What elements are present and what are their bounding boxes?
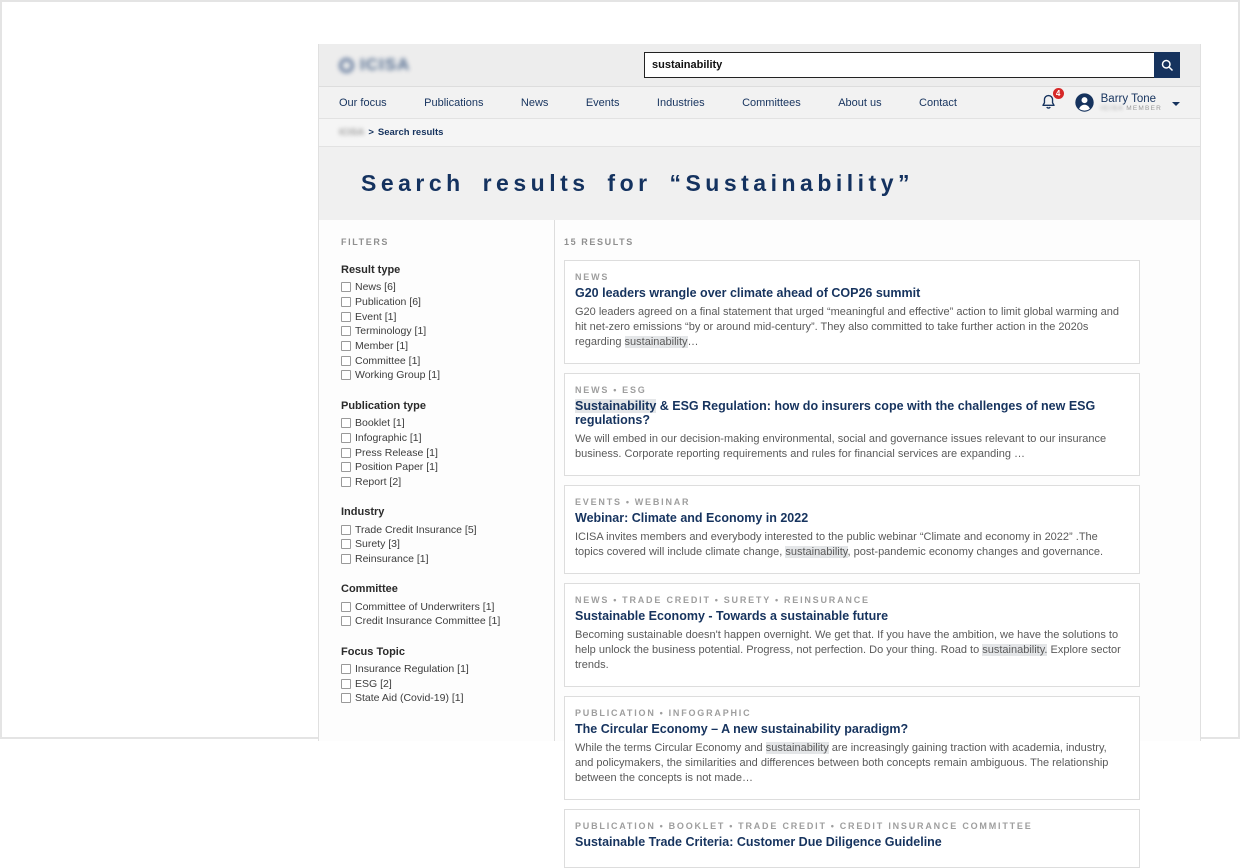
logo-text: ICISA xyxy=(360,55,411,74)
category-separator: • xyxy=(659,708,665,718)
filter-checkbox[interactable] xyxy=(341,297,351,307)
search-result-card[interactable] xyxy=(564,260,1140,364)
nav-item[interactable]: Our focus xyxy=(339,96,387,109)
filter-option-label: Committee [1] xyxy=(355,354,421,367)
filter-option-label: Event [1] xyxy=(355,310,397,323)
filter-checkbox[interactable] xyxy=(341,477,351,487)
text-segment: , post-pandemic economy changes and governance. xyxy=(847,546,1104,558)
result-category: WEBINAR xyxy=(634,497,691,507)
page-title: Search results for “Sustainability” xyxy=(361,170,915,196)
filter-checkbox[interactable] xyxy=(341,418,351,428)
nav-item[interactable]: About us xyxy=(838,96,882,109)
breadcrumb-separator: > xyxy=(368,127,374,138)
filter-checkbox[interactable] xyxy=(341,664,351,674)
filter-option[interactable] xyxy=(341,475,540,490)
text-segment: Explore sector trends. xyxy=(575,644,1121,671)
filter-option-label: Credit Insurance Committee [1] xyxy=(355,615,501,628)
filter-checkbox[interactable] xyxy=(341,356,351,366)
search-term-highlight: sustainability xyxy=(765,742,829,754)
nav-item[interactable]: Industries xyxy=(656,96,705,109)
filter-option-label: Insurance Regulation [1] xyxy=(355,663,469,676)
filter-option[interactable] xyxy=(341,662,540,677)
filter-option[interactable] xyxy=(341,416,540,431)
category-separator: • xyxy=(729,821,735,831)
search-term-highlight: Sustainability xyxy=(575,399,657,413)
filter-checkbox[interactable] xyxy=(341,433,351,443)
filter-option[interactable] xyxy=(341,309,540,324)
filter-option-label: Press Release [1] xyxy=(355,446,438,459)
category-separator: • xyxy=(775,595,780,605)
search-term-highlight: sustainability xyxy=(785,546,848,558)
filter-option-label: State Aid (Covid-19) [1] xyxy=(355,692,464,705)
filter-option[interactable] xyxy=(341,353,540,368)
filter-checkbox[interactable] xyxy=(341,693,351,703)
filter-checkbox[interactable] xyxy=(341,679,351,689)
site-container xyxy=(318,44,1201,849)
category-separator: • xyxy=(714,595,720,605)
result-category: CREDIT INSURANCE COMMITTEE xyxy=(839,821,1033,831)
filter-group xyxy=(341,400,540,489)
filter-option[interactable] xyxy=(341,431,540,446)
result-category: TRADE CREDIT xyxy=(738,821,827,831)
filter-option[interactable] xyxy=(341,280,540,295)
filter-checkbox[interactable] xyxy=(341,341,351,351)
site-header xyxy=(319,44,1200,87)
nav-item[interactable]: Publications xyxy=(424,96,484,109)
filter-option[interactable] xyxy=(341,676,540,691)
filter-option[interactable] xyxy=(341,537,540,552)
category-separator: • xyxy=(830,821,836,831)
text-segment: We will embed in our decision-making environmental, social and governance issues relevant to our insurance business. Corporate reporting requirements and rules for financial services are expanding … xyxy=(575,433,1107,460)
filters-sidebar xyxy=(319,220,555,741)
filter-group-options xyxy=(341,522,540,566)
filter-option-label: Publication [6] xyxy=(355,296,421,309)
filter-option-label: Committee of Underwriters [1] xyxy=(355,600,495,613)
category-separator: • xyxy=(613,385,619,395)
breadcrumb-current: Search results xyxy=(377,127,444,138)
filter-checkbox[interactable] xyxy=(341,602,351,612)
filter-checkbox[interactable] xyxy=(341,525,351,535)
breadcrumb xyxy=(319,119,1200,147)
filter-checkbox[interactable] xyxy=(341,616,351,626)
result-categories xyxy=(575,821,1127,831)
filter-group-options xyxy=(341,280,540,383)
results-column xyxy=(555,220,1200,849)
filter-group-title: Committee xyxy=(341,583,398,596)
result-list xyxy=(564,260,1200,868)
text-segment: & ESG Regulation: how do insurers cope with the challenges of new ESG regulations? xyxy=(575,399,1096,427)
result-category: BOOKLET xyxy=(668,821,726,831)
search-term-highlight: sustainability xyxy=(624,336,688,348)
filter-option[interactable] xyxy=(341,445,540,460)
user-name: Barry Tone xyxy=(1100,92,1157,105)
nav-right-cluster xyxy=(1039,89,1180,113)
result-title-link[interactable] xyxy=(575,835,1127,849)
result-category: TRADE CREDIT xyxy=(622,595,711,605)
filter-group-title: Focus Topic xyxy=(341,645,405,658)
filter-option[interactable] xyxy=(341,691,540,706)
filters-heading: FILTERS xyxy=(341,237,390,247)
chevron-down-icon xyxy=(1172,102,1180,106)
filter-option[interactable] xyxy=(341,552,540,567)
filter-option-label: Terminology [1] xyxy=(355,325,427,338)
text-segment: G20 leaders agreed on a final statement that urged “meaningful and effective” action to limit global warming and hit net-zero emissions “by or around mid-century”. They also committed to take further action in the 2020s regarding xyxy=(575,306,1120,348)
category-separator: • xyxy=(659,821,665,831)
text-segment: Sustainable Economy - Towards a sustainable future xyxy=(575,609,889,623)
filter-option-label: Booklet [1] xyxy=(355,417,405,430)
user-menu[interactable] xyxy=(1074,92,1180,113)
notification-count-badge: 4 xyxy=(1052,87,1065,100)
page-banner xyxy=(319,147,1200,220)
filter-option[interactable] xyxy=(341,614,540,629)
search-result-card[interactable] xyxy=(564,696,1140,800)
filter-option[interactable] xyxy=(341,339,540,354)
content-area xyxy=(319,220,1200,849)
filter-group-title: Publication type xyxy=(341,399,426,412)
text-segment: Webinar: Climate and Economy in 2022 xyxy=(575,511,809,525)
result-category: REINSURANCE xyxy=(783,595,870,605)
result-title-link[interactable] xyxy=(575,722,1127,736)
filter-option[interactable] xyxy=(341,324,540,339)
filter-option[interactable] xyxy=(341,522,540,537)
site-logo[interactable] xyxy=(339,55,410,75)
filter-option-label: Member [1] xyxy=(355,340,409,353)
main-nav xyxy=(339,97,957,109)
filter-option-label: Position Paper [1] xyxy=(355,461,438,474)
filter-option-label: Reinsurance [1] xyxy=(355,552,429,565)
text-segment: ICISA invites members and everybody interested to the public webinar “Climate and economy in 2022” .The topics covered will include climate change, xyxy=(575,531,1098,558)
result-title-link[interactable] xyxy=(575,511,1127,525)
filter-option-label: Report [2] xyxy=(355,475,402,488)
filter-option[interactable] xyxy=(341,599,540,614)
filter-checkbox[interactable] xyxy=(341,312,351,322)
filter-group xyxy=(341,506,540,566)
nav-item[interactable]: Committees xyxy=(742,96,801,109)
result-categories xyxy=(575,272,1127,282)
filter-group-title: Industry xyxy=(341,506,385,519)
result-title-link[interactable] xyxy=(575,399,1127,427)
text-segment: Sustainable Trade Criteria: Customer Due Diligence Guideline xyxy=(575,835,942,849)
filter-group-title: Result type xyxy=(341,264,401,276)
filter-group-options xyxy=(341,416,540,489)
result-description xyxy=(575,530,1127,560)
search-term-highlight: sustainability. xyxy=(982,644,1048,656)
search-icon xyxy=(1160,58,1175,73)
filter-option[interactable] xyxy=(341,295,540,310)
notifications-button[interactable] xyxy=(1039,89,1061,112)
result-description xyxy=(575,741,1127,786)
filter-checkbox[interactable] xyxy=(341,462,351,472)
result-description xyxy=(575,305,1127,350)
result-categories xyxy=(575,595,1127,605)
filter-checkbox[interactable] xyxy=(341,539,351,549)
result-title-link[interactable] xyxy=(575,286,1127,300)
text-segment: Becoming sustainable doesn't happen overnight. We get that. If you have the ambition, we have the solutions to help unlock the business potential. Progress, not perfection. Do your thing. Road to xyxy=(575,629,1119,656)
search-input[interactable] xyxy=(644,52,1154,78)
result-description xyxy=(575,432,1127,462)
search-result-card[interactable] xyxy=(564,485,1140,574)
result-category: PUBLICATION xyxy=(575,821,656,831)
text-segment: While the terms Circular Economy and xyxy=(575,742,766,754)
user-role-label: MEMBER xyxy=(1126,105,1162,113)
search-result-card[interactable] xyxy=(564,583,1140,687)
result-category: NEWS xyxy=(575,272,610,282)
result-category: SURETY xyxy=(723,595,772,605)
filter-checkbox[interactable] xyxy=(341,282,351,292)
filter-group xyxy=(341,264,540,383)
result-category: NEWS xyxy=(575,595,610,605)
filter-checkbox[interactable] xyxy=(341,448,351,458)
result-category: INFOGRAPHIC xyxy=(668,708,752,718)
filter-option-label: Infographic [1] xyxy=(355,431,422,444)
nav-item[interactable]: Contact xyxy=(919,96,957,109)
text-segment: … xyxy=(687,336,699,348)
filter-option-label: News [6] xyxy=(355,281,396,294)
text-segment: G20 leaders wrangle over climate ahead of COP26 summit xyxy=(575,286,921,300)
filter-checkbox[interactable] xyxy=(341,326,351,336)
filter-option-label: Trade Credit Insurance [5] xyxy=(355,523,477,536)
header-search xyxy=(644,52,1180,78)
result-category: NEWS xyxy=(575,385,610,395)
filter-group xyxy=(341,646,540,706)
search-result-card[interactable] xyxy=(564,373,1140,476)
main-nav-bar xyxy=(319,87,1200,119)
filter-option[interactable] xyxy=(341,460,540,475)
filter-group-options xyxy=(341,662,540,706)
search-button[interactable] xyxy=(1154,52,1180,78)
filter-option-label: Surety [3] xyxy=(355,538,400,551)
result-categories xyxy=(575,385,1127,395)
filter-checkbox[interactable] xyxy=(341,554,351,564)
result-category: PUBLICATION xyxy=(575,708,656,718)
filter-group xyxy=(341,583,540,628)
filter-checkbox[interactable] xyxy=(341,370,351,380)
logo-mark-icon xyxy=(339,58,354,73)
breadcrumb-root[interactable]: ICISA xyxy=(339,127,365,138)
result-title-link[interactable] xyxy=(575,609,1127,623)
user-role-org: ICISA xyxy=(1100,105,1124,113)
user-role xyxy=(1101,105,1162,112)
result-category: EVENTS xyxy=(575,497,622,507)
text-segment: The Circular Economy – A new sustainability paradigm? xyxy=(575,722,909,736)
filter-option[interactable] xyxy=(341,368,540,383)
filter-option-label: Working Group [1] xyxy=(355,369,441,382)
result-categories xyxy=(575,497,1127,507)
result-category: ESG xyxy=(622,385,647,395)
nav-item[interactable]: News xyxy=(520,96,549,109)
avatar-icon xyxy=(1074,92,1095,113)
result-description xyxy=(575,628,1127,673)
result-categories xyxy=(575,708,1127,718)
user-text xyxy=(1101,93,1162,113)
category-separator: • xyxy=(613,595,619,605)
text-segment: are increasingly gaining traction with academia, industry, and policymakers, the similarities and differences between both concepts remain ambiguous. The relationship between the concepts is not made… xyxy=(575,742,1109,784)
category-separator: • xyxy=(625,497,631,507)
search-result-card[interactable] xyxy=(564,809,1140,868)
filter-option-label: ESG [2] xyxy=(355,677,392,690)
filter-groups xyxy=(341,264,540,706)
results-count: 15 RESULTS xyxy=(564,237,634,247)
filter-group-options xyxy=(341,599,540,628)
nav-item[interactable]: Events xyxy=(585,96,620,109)
